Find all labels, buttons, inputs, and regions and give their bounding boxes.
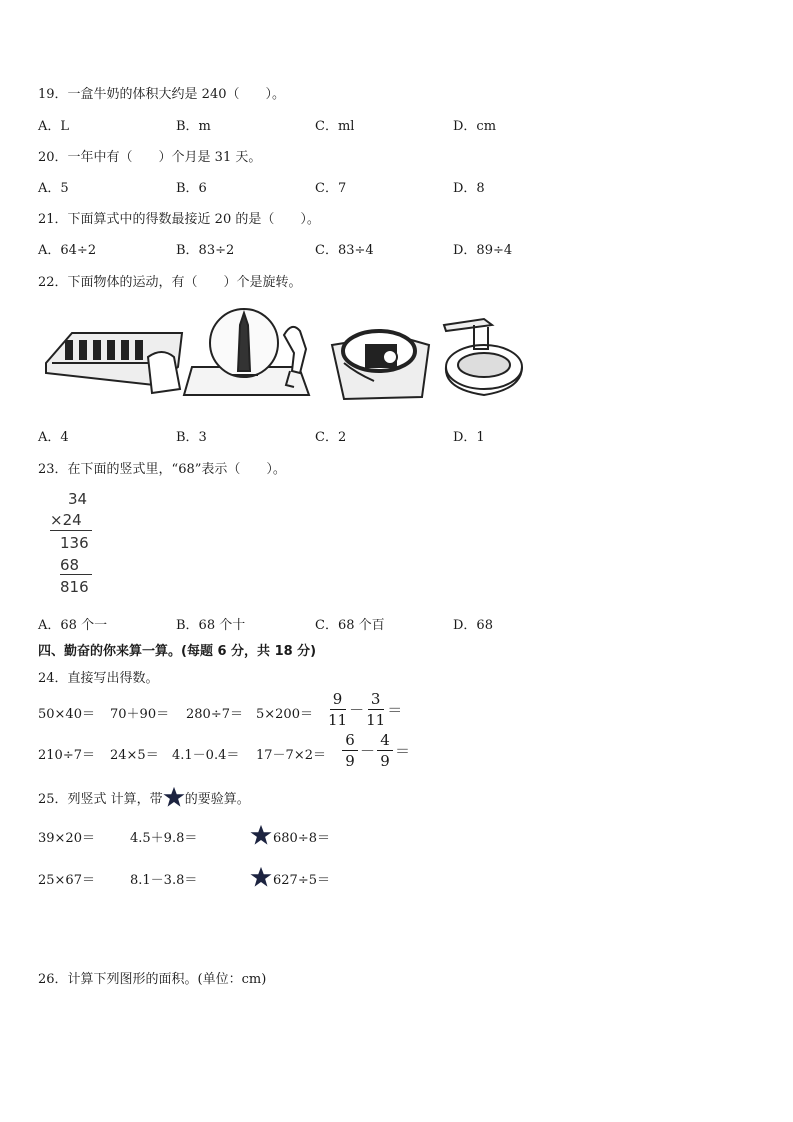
q19-option-c: C．ml	[315, 119, 355, 134]
fraction-denominator: 9	[345, 752, 355, 770]
q24-fraction-expression-1	[326, 690, 402, 729]
q25-r1-item-2: 4.5＋9.8＝	[130, 831, 198, 846]
q22-option-d: D．1	[453, 430, 485, 445]
q23-option-c: C．68 个百	[315, 618, 385, 633]
vertical-row-multiplicand: 34	[68, 490, 88, 508]
q23-option-a: A．68 个一	[38, 618, 108, 633]
q25-r2-item-3: 627÷5＝	[273, 873, 330, 888]
q21-option-c: C．83÷4	[315, 243, 374, 258]
fraction-denominator: 11	[366, 711, 386, 729]
fraction-numerator: 3	[370, 690, 381, 708]
vertical-row-partial-1: 136	[60, 534, 89, 552]
q24-r1-item-1: 50×40＝	[38, 707, 95, 722]
fraction-numerator: 9	[332, 690, 343, 708]
q24-r1-item-2: 70＋90＝	[110, 707, 170, 722]
q23-option-b: B．68 个十	[176, 618, 246, 633]
section-4-title: 四、勤奋的你来算一算。(每题 6 分，共 18 分)	[38, 644, 317, 659]
fraction-equals: ＝	[387, 701, 403, 719]
q26-stem: 26．计算下列图形的面积。(单位：cm)	[38, 972, 267, 987]
vertical-row-partial-2: 68	[60, 556, 80, 574]
q19-option-d: D．cm	[453, 119, 497, 134]
globe-image	[184, 309, 309, 395]
fraction-operator: －	[349, 701, 365, 719]
rotation-illustration	[44, 305, 526, 401]
vertical-row-product: 816	[60, 578, 89, 596]
q21-option-b: B．83÷2	[176, 243, 235, 258]
star-icon	[163, 786, 185, 808]
q24-r1-item-4: 5×200＝	[256, 707, 313, 722]
fraction-operator: －	[360, 742, 376, 760]
q25-stem-part-a: 25．列竖式 计算，带	[38, 792, 163, 807]
q24-r2-item-4: 17－7×2＝	[256, 748, 326, 763]
fraction-denominator: 11	[328, 711, 348, 729]
q20-option-b: B．6	[176, 181, 207, 196]
q22-option-c: C．2	[315, 430, 347, 445]
q24-fraction-expression-2	[340, 731, 410, 770]
fraction-numerator: 4	[380, 731, 390, 749]
q23-stem: 23．在下面的竖式里，“68”表示（ ）。	[38, 462, 286, 477]
fraction-numerator: 6	[345, 731, 355, 749]
q25-stem	[38, 786, 250, 808]
sink-faucet-image	[444, 319, 522, 395]
q25-r2-item-1: 25×67＝	[38, 873, 95, 888]
q24-r2-item-1: 210÷7＝	[38, 748, 95, 763]
q24-stem: 24．直接写出得数。	[38, 671, 159, 686]
abacus-image	[46, 333, 182, 393]
q25-r1-item-1: 39×20＝	[38, 831, 95, 846]
q19-option-a: A．L	[38, 119, 70, 134]
star-icon	[250, 866, 272, 888]
vertical-divider-2	[60, 574, 92, 575]
vertical-divider-1	[50, 530, 92, 531]
q23-option-d: D．68	[453, 618, 493, 633]
q25-r2-item-2: 8.1－3.8＝	[130, 873, 198, 888]
q22-option-a: A．4	[38, 430, 69, 445]
q19-option-b: B．m	[176, 119, 211, 134]
q25-r1-item-3: 680÷8＝	[273, 831, 330, 846]
fraction-equals: ＝	[395, 742, 411, 760]
q24-r2-item-3: 4.1－0.4＝	[172, 748, 240, 763]
q24-r1-item-3: 280÷7＝	[186, 707, 243, 722]
q21-option-d: D．89÷4	[453, 243, 513, 258]
fraction-denominator: 9	[380, 752, 390, 770]
q20-stem: 20．一年中有（ ）个月是 31 天。	[38, 150, 262, 165]
q20-option-d: D．8	[453, 181, 485, 196]
q25-stem-part-b: 的要验算。	[184, 792, 250, 807]
q21-stem: 21．下面算式中的得数最接近 20 的是（ ）。	[38, 212, 320, 227]
q20-option-a: A．5	[38, 181, 69, 196]
q22-stem: 22．下面物体的运动，有（ ）个是旋转。	[38, 275, 302, 290]
steering-wheel-image	[332, 331, 429, 399]
vertical-row-multiplier: ×24	[50, 511, 82, 529]
star-icon	[250, 824, 272, 846]
q24-r2-item-2: 24×5＝	[110, 748, 159, 763]
q22-option-b: B．3	[176, 430, 207, 445]
q19-stem: 19．一盒牛奶的体积大约是 240（ ）。	[38, 87, 285, 102]
q20-option-c: C．7	[315, 181, 347, 196]
q21-option-a: A．64÷2	[38, 243, 97, 258]
